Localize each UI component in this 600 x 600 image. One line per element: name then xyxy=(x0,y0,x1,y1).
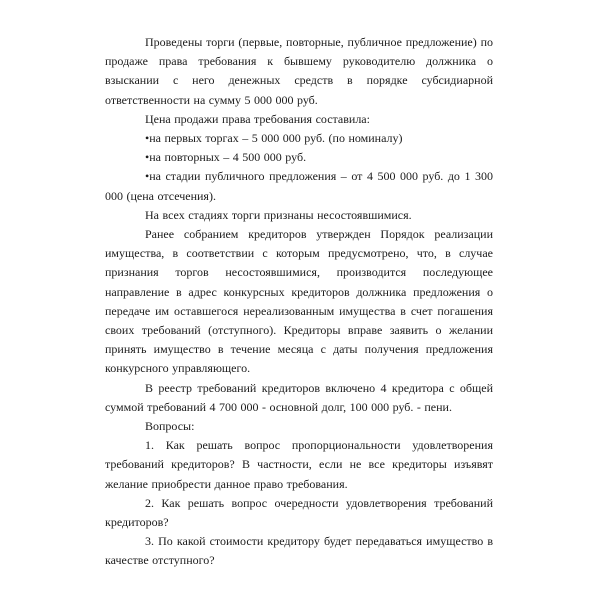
bullet-public-offer: •на стадии публичного предложения – от 4 500 000 руб. до 1 300 000 (цена отсечения). xyxy=(105,169,493,203)
document-text-block xyxy=(105,33,493,571)
paragraph-questions-heading: Вопросы: xyxy=(145,419,195,434)
paragraph-creditors-register: В реестр требований кредиторов включено 4 кредитора с общей суммой требований 4 700 000 - основной долг, 100 000 руб. - пени. xyxy=(105,380,493,414)
paragraph-auction-results: Проведены торги (первые, повторные, публичное предложение) по продаже права требования к бывшему руководителю должника о взыскании с него денежных средств в порядке субсидиарной ответственности на сумму 5 000 000 руб. xyxy=(105,35,493,107)
paragraph-realization-procedure: Ранее собранием кредиторов утвержден Порядок реализации имущества, в соответствии с которым предусмотрено, что, в случае признания торгов несостоявшимися, производится последующее направление в адрес конкурсных кредиторов должника предложения о передаче им оставшегося нереализованным имущества в счет погашения своих требований (отступного). Кредиторы вправе заявить о желании принять имущество в течение месяца с даты получения предложения конкурсного управляющего. xyxy=(105,227,493,376)
bullet-first-auction: •на первых торгах – 5 000 000 руб. (по номиналу) xyxy=(145,131,403,146)
bullet-repeat-auction: •на повторных – 4 500 000 руб. xyxy=(145,150,307,165)
question-2: 2. Как решать вопрос очередности удовлетворения требований кредиторов? xyxy=(105,495,493,530)
question-3: 3. По какой стоимости кредитору будет передаваться имущество в качестве отступного? xyxy=(105,534,493,568)
question-1: 1. Как решать вопрос пропорциональности удовлетворения требований кредиторов? В частности, если не все кредиторы изъявят желание приобрести данное право требования. xyxy=(105,438,493,491)
paragraph-price-intro: Цена продажи права требования составила: xyxy=(145,111,370,126)
paragraph-auctions-failed: На всех стадиях торги признаны несостоявшимися. xyxy=(145,207,412,222)
